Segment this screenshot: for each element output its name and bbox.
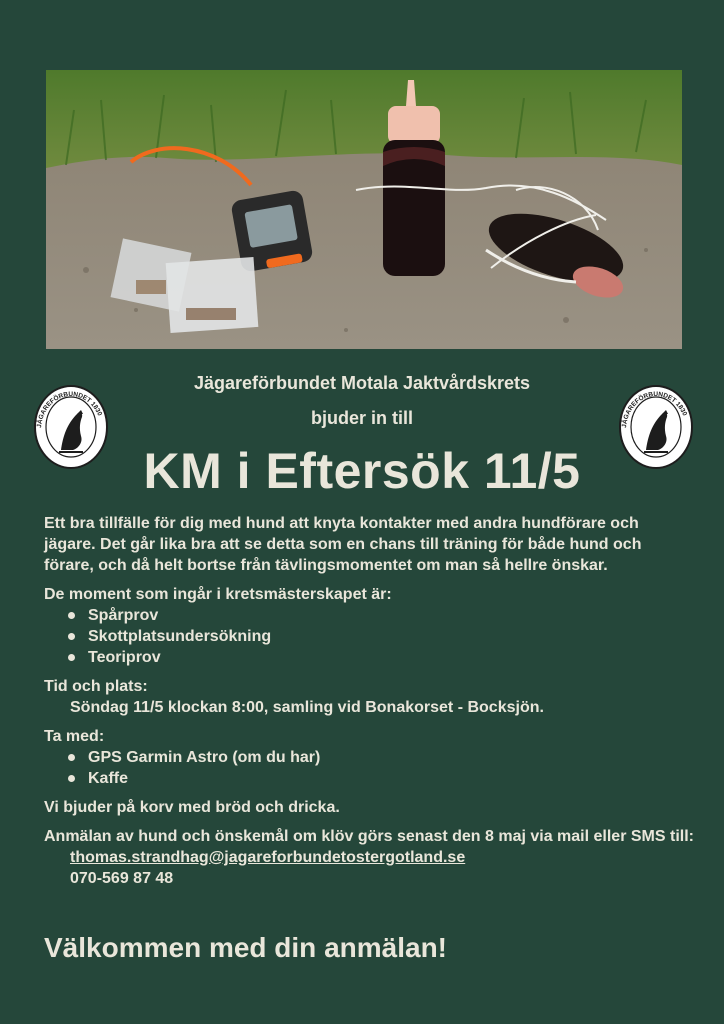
invitation-text: bjuder in till (311, 408, 413, 428)
list-item: Teoriprov (44, 647, 694, 668)
list-item: Kaffe (44, 768, 694, 789)
bring-list (44, 747, 694, 789)
list-item: GPS Garmin Astro (om du har) (44, 747, 694, 768)
logo-text: JÄGAREFÖRBUNDET 1830 (36, 390, 104, 429)
tracking-equipment-photo (46, 70, 682, 349)
logo-text: JÄGAREFÖRBUNDET 1830 (621, 390, 689, 429)
email-link[interactable]: thomas.strandhag@jagareforbundetostergotland.se (70, 849, 466, 866)
list-item: Skottplatsundersökning (44, 626, 694, 647)
body-content (44, 513, 694, 897)
list-item: Spårprov (44, 605, 694, 626)
organization-name: Jägareförbundet Motala Jaktvårdskrets (193, 373, 531, 393)
moments-list (44, 605, 694, 668)
time-place-value: Söndag 11/5 klockan 8:00, samling vid Bonakorset - Bocksjön. (70, 699, 544, 716)
closing-text: Välkommen med din anmälan! (44, 932, 447, 963)
phone-number: 070-569 87 48 (70, 870, 174, 887)
intro-text: Ett bra tillfälle för dig med hund att knyta kontakter med andra hundförare och jägare. Det går lika bra att se detta som en chans till träning för både hund och förare, och då helt bortse från tävlingsmomentet om man så hellre önskar. (44, 515, 642, 574)
food-text: Vi bjuder på korv med bröd och dricka. (44, 799, 340, 816)
time-place-heading: Tid och plats: (44, 678, 148, 695)
registration-text: Anmälan av hund och önskemål om klöv görs senast den 8 maj via mail eller SMS till: (44, 828, 694, 845)
bring-heading: Ta med: (44, 728, 105, 745)
moments-heading: De moment som ingår i kretsmästerskapet är: (44, 586, 392, 603)
page-title: KM i Eftersök 11/5 (143, 443, 581, 499)
